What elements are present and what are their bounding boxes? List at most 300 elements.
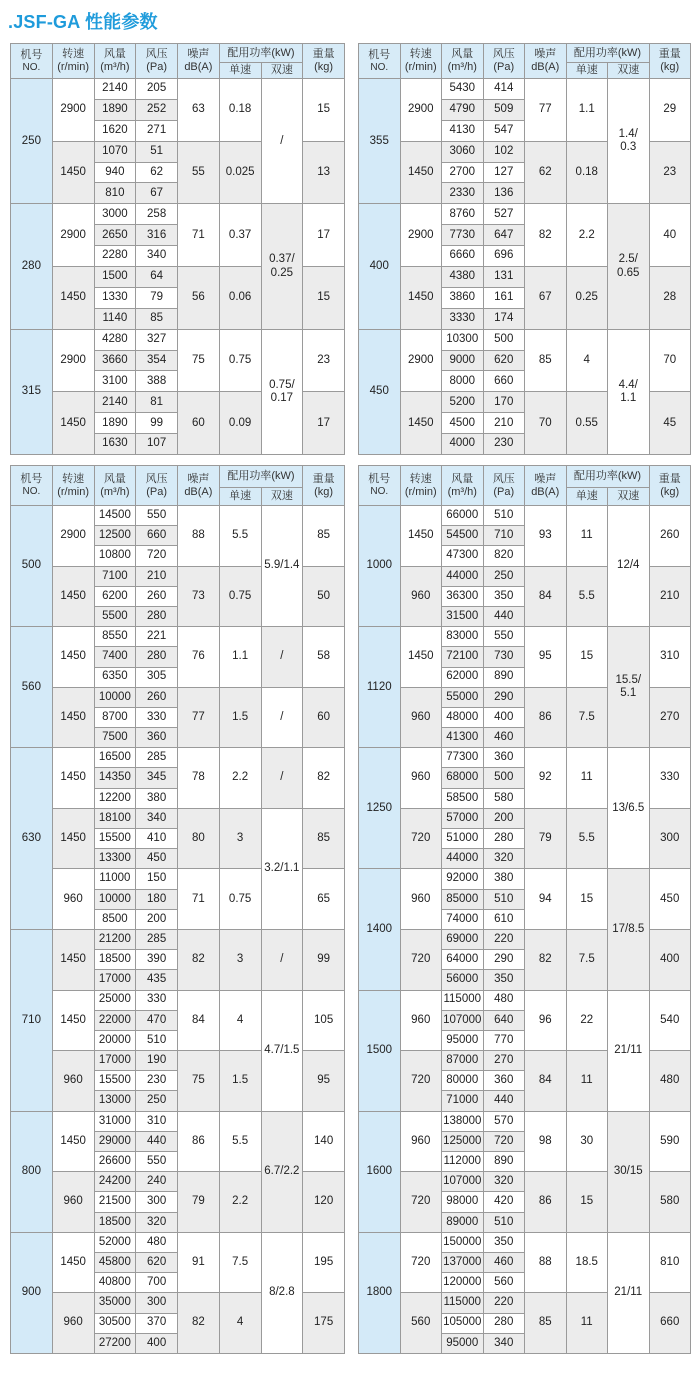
pressure-value: 620 (483, 350, 525, 371)
pressure-value: 99 (136, 413, 178, 434)
pressure-value: 102 (483, 141, 525, 162)
pressure-value: 260 (136, 687, 178, 707)
pressure-value: 414 (483, 79, 525, 100)
noise-value: 77 (178, 687, 220, 748)
single-speed-power: 5.5 (566, 566, 608, 627)
pressure-value: 360 (483, 1071, 525, 1091)
header-pressure-label: 风压 (145, 48, 168, 61)
airflow-value: 87000 (442, 1051, 484, 1071)
model-number: 355 (359, 79, 401, 204)
header-model (359, 466, 401, 506)
speed-rpm: 560 (400, 1293, 442, 1354)
model-number: 560 (11, 627, 53, 748)
header-power_single (219, 488, 261, 506)
weight-value: 50 (303, 566, 345, 627)
airflow-value: 6350 (94, 667, 136, 687)
airflow-value: 31000 (94, 1111, 136, 1131)
table-row (359, 506, 691, 526)
weight-value: 85 (303, 506, 345, 567)
single-speed-power: 11 (566, 748, 608, 809)
airflow-value: 92000 (442, 869, 484, 889)
speed-rpm: 1450 (52, 566, 94, 627)
pressure-value: 280 (483, 829, 525, 849)
header-airflow (94, 44, 136, 79)
airflow-value: 112000 (442, 1152, 484, 1172)
speed-rpm: 1450 (52, 990, 94, 1051)
airflow-value: 8700 (94, 707, 136, 727)
weight-value: 810 (649, 1232, 691, 1293)
speed-rpm: 2900 (52, 79, 94, 142)
single-speed-power: 1.1 (219, 627, 261, 688)
header-model-label: 机号 (368, 473, 391, 486)
weight-value: 400 (649, 929, 691, 990)
speed-rpm: 1450 (52, 627, 94, 688)
airflow-value: 10300 (442, 329, 484, 350)
airflow-value: 4280 (94, 329, 136, 350)
pressure-value: 470 (136, 1010, 178, 1030)
pressure-value: 67 (136, 183, 178, 204)
single-speed-power: 15 (566, 627, 608, 688)
airflow-value: 47300 (442, 546, 484, 566)
weight-value: 480 (649, 1051, 691, 1112)
noise-value: 98 (525, 1111, 567, 1172)
header-pressure-unit: (Pa) (493, 485, 515, 498)
table-row (359, 748, 691, 768)
airflow-value: 14500 (94, 506, 136, 526)
speed-rpm: 1450 (52, 808, 94, 869)
airflow-value: 2700 (442, 162, 484, 183)
weight-value: 300 (649, 808, 691, 869)
model-number: 1800 (359, 1232, 401, 1353)
pressure-value: 560 (483, 1273, 525, 1293)
weight-value: 60 (303, 687, 345, 748)
noise-value: 55 (178, 141, 220, 204)
airflow-value: 41300 (442, 728, 484, 748)
airflow-value: 1620 (94, 120, 136, 141)
pressure-value: 580 (483, 788, 525, 808)
dual-speed-power: 12/4 (608, 506, 650, 627)
airflow-value: 10000 (94, 687, 136, 707)
airflow-value: 66000 (442, 506, 484, 526)
speed-rpm: 1450 (400, 627, 442, 688)
pressure-value: 410 (136, 829, 178, 849)
pressure-value: 205 (136, 79, 178, 100)
weight-value: 17 (303, 392, 345, 455)
speed-rpm: 1450 (52, 748, 94, 809)
model-number: 280 (11, 204, 53, 329)
pressure-value: 550 (136, 1152, 178, 1172)
dual-speed-power: / (261, 748, 303, 809)
header-power_single (219, 63, 261, 79)
noise-value: 80 (178, 808, 220, 869)
airflow-value: 7400 (94, 647, 136, 667)
airflow-value: 13300 (94, 849, 136, 869)
header-model-label: 机号 (20, 48, 43, 61)
airflow-value: 16500 (94, 748, 136, 768)
model-number: 800 (11, 1111, 53, 1232)
speed-rpm: 2900 (400, 79, 442, 142)
airflow-value: 5500 (94, 606, 136, 626)
header-airflow-label: 风量 (451, 48, 474, 61)
header-model (11, 466, 53, 506)
header-airflow-label: 风量 (103, 48, 126, 61)
airflow-value: 120000 (442, 1273, 484, 1293)
weight-value: 23 (649, 141, 691, 204)
airflow-value: 35000 (94, 1293, 136, 1313)
single-speed-power: 0.75 (219, 566, 261, 627)
speed-rpm: 960 (52, 1051, 94, 1112)
airflow-value: 13000 (94, 1091, 136, 1111)
dual-speed-power: / (261, 687, 303, 748)
airflow-value: 54500 (442, 526, 484, 546)
weight-value: 45 (649, 392, 691, 455)
speed-rpm: 1450 (400, 267, 442, 330)
weight-value: 99 (303, 929, 345, 990)
airflow-value: 810 (94, 183, 136, 204)
pressure-value: 210 (136, 566, 178, 586)
pressure-value: 390 (136, 950, 178, 970)
header-airflow (442, 44, 484, 79)
airflow-value: 68000 (442, 768, 484, 788)
weight-value: 70 (649, 329, 691, 392)
single-speed-power: 7.5 (566, 929, 608, 990)
model-number: 1600 (359, 1111, 401, 1232)
header-airflow (94, 466, 136, 506)
speed-rpm: 1450 (400, 392, 442, 455)
airflow-value: 21200 (94, 929, 136, 949)
weight-value: 590 (649, 1111, 691, 1172)
pressure-value: 170 (483, 392, 525, 413)
speed-rpm: 960 (52, 1172, 94, 1233)
model-number: 1400 (359, 869, 401, 990)
noise-value: 86 (525, 1172, 567, 1233)
airflow-value: 71000 (442, 1091, 484, 1111)
speed-rpm: 2900 (52, 329, 94, 392)
pressure-value: 320 (136, 1212, 178, 1232)
airflow-value: 4790 (442, 99, 484, 120)
airflow-value: 12500 (94, 526, 136, 546)
airflow-value: 62000 (442, 667, 484, 687)
airflow-value: 95000 (442, 1333, 484, 1353)
pressure-value: 450 (136, 849, 178, 869)
header-noise-label: 噪声 (534, 48, 557, 61)
header-power-label: 配用功率(kW) (573, 470, 642, 483)
pressure-value: 330 (136, 990, 178, 1010)
single-speed-power: 0.18 (566, 141, 608, 204)
pressure-value: 400 (483, 707, 525, 727)
airflow-value: 2140 (94, 392, 136, 413)
airflow-value: 11000 (94, 869, 136, 889)
airflow-value: 31500 (442, 606, 484, 626)
pressure-value: 200 (483, 808, 525, 828)
pressure-value: 660 (136, 526, 178, 546)
header-power_dual (608, 488, 650, 506)
single-speed-power: 4 (219, 1293, 261, 1354)
pressure-value: 327 (136, 329, 178, 350)
speed-rpm: 1450 (52, 687, 94, 748)
header-noise-label: 噪声 (187, 472, 210, 485)
single-speed-power: 2.2 (219, 748, 261, 809)
airflow-value: 29000 (94, 1131, 136, 1151)
noise-value: 86 (525, 687, 567, 748)
airflow-value: 940 (94, 162, 136, 183)
pressure-value: 890 (483, 667, 525, 687)
single-speed-power: 0.25 (566, 267, 608, 330)
pressure-value: 345 (136, 768, 178, 788)
pressure-value: 220 (483, 1293, 525, 1313)
airflow-value: 105000 (442, 1313, 484, 1333)
header-model-unit: NO. (22, 61, 41, 73)
airflow-value: 95000 (442, 1030, 484, 1050)
single-speed-power: 5.5 (219, 506, 261, 567)
header-airflow-unit: (m³/h) (447, 485, 477, 498)
speed-rpm: 960 (400, 566, 442, 627)
speed-rpm: 2900 (400, 329, 442, 392)
pressure-value: 640 (483, 1010, 525, 1030)
airflow-value: 4380 (442, 267, 484, 288)
header-airflow-unit: (m³/h) (447, 61, 477, 73)
header-weight (649, 466, 691, 506)
noise-value: 96 (525, 990, 567, 1051)
dual-speed-power: 4.4/ 1.1 (608, 329, 650, 454)
speed-rpm: 1450 (52, 267, 94, 330)
airflow-value: 83000 (442, 627, 484, 647)
airflow-value: 107000 (442, 1010, 484, 1030)
weight-value: 65 (303, 869, 345, 930)
speed-rpm: 2900 (400, 204, 442, 267)
header-model-unit: NO. (370, 61, 389, 73)
header-power_dual-label: 双速 (270, 64, 293, 77)
noise-value: 70 (525, 392, 567, 455)
model-number: 500 (11, 506, 53, 627)
noise-value: 79 (178, 1172, 220, 1233)
table-row (11, 748, 345, 768)
single-speed-power: 0.75 (219, 329, 261, 392)
header-power (566, 44, 649, 63)
weight-value: 105 (303, 990, 345, 1051)
header-power_dual (261, 63, 303, 79)
pressure-value: 62 (136, 162, 178, 183)
single-speed-power: 3 (219, 929, 261, 990)
header-pressure-unit: (Pa) (146, 61, 168, 73)
header-pressure-unit: (Pa) (146, 485, 168, 498)
speed-rpm: 720 (400, 808, 442, 869)
noise-value: 84 (525, 1051, 567, 1112)
noise-value: 91 (178, 1232, 220, 1293)
speed-rpm: 720 (400, 1232, 442, 1293)
single-speed-power: 0.55 (566, 392, 608, 455)
airflow-value: 5430 (442, 79, 484, 100)
airflow-value: 22000 (94, 1010, 136, 1030)
header-noise (525, 466, 567, 506)
performance-table-500-900 (10, 465, 345, 1354)
airflow-value: 55000 (442, 687, 484, 707)
single-speed-power: 22 (566, 990, 608, 1051)
model-number: 1120 (359, 627, 401, 748)
pressure-value: 435 (136, 970, 178, 990)
header-noise-unit: dB(A) (184, 61, 213, 73)
airflow-value: 1500 (94, 267, 136, 288)
table-row (11, 808, 345, 828)
airflow-value: 4500 (442, 413, 484, 434)
pressure-value: 285 (136, 929, 178, 949)
pressure-value: 340 (136, 808, 178, 828)
single-speed-power: 5.5 (219, 1111, 261, 1172)
pressure-value: 510 (483, 1212, 525, 1232)
table-row (11, 79, 345, 100)
airflow-value: 15500 (94, 829, 136, 849)
airflow-value: 80000 (442, 1071, 484, 1091)
airflow-value: 18100 (94, 808, 136, 828)
header-weight-unit: (kg) (314, 61, 334, 73)
header-speed (400, 44, 442, 79)
pressure-value: 700 (136, 1273, 178, 1293)
airflow-value: 4130 (442, 120, 484, 141)
model-number: 630 (11, 748, 53, 930)
model-number: 900 (11, 1232, 53, 1353)
header-speed-label: 转速 (62, 472, 85, 485)
pressure-value: 290 (483, 687, 525, 707)
pressure-value: 320 (483, 849, 525, 869)
noise-value: 82 (178, 1293, 220, 1354)
pressure-value: 230 (483, 434, 525, 455)
model-number: 315 (11, 329, 53, 454)
single-speed-power: 0.09 (219, 392, 261, 455)
pressure-value: 388 (136, 371, 178, 392)
speed-rpm: 960 (400, 990, 442, 1051)
noise-value: 71 (178, 869, 220, 930)
header-pressure-unit: (Pa) (493, 61, 515, 73)
single-speed-power: 0.75 (219, 869, 261, 930)
pressure-value: 290 (483, 950, 525, 970)
pressure-value: 221 (136, 627, 178, 647)
table-row (11, 627, 345, 647)
pressure-value: 510 (483, 889, 525, 909)
header-noise-unit: dB(A) (531, 485, 560, 498)
pressure-value: 360 (136, 728, 178, 748)
header-model-label: 机号 (20, 473, 43, 486)
weight-value: 17 (303, 204, 345, 267)
table-row (359, 869, 691, 889)
noise-value: 77 (525, 79, 567, 142)
pressure-value: 51 (136, 141, 178, 162)
table-row (11, 1232, 345, 1252)
pressure-value: 305 (136, 667, 178, 687)
dual-speed-power: 17/8.5 (608, 869, 650, 990)
airflow-value: 4000 (442, 434, 484, 455)
airflow-value: 1330 (94, 287, 136, 308)
header-speed-unit: (r/min) (57, 485, 90, 498)
single-speed-power: 1.1 (566, 79, 608, 142)
dual-speed-power: 4.7/1.5 (261, 990, 303, 1111)
airflow-value: 20000 (94, 1030, 136, 1050)
airflow-value: 44000 (442, 849, 484, 869)
airflow-value: 2140 (94, 79, 136, 100)
airflow-value: 24200 (94, 1172, 136, 1192)
header-airflow-unit: (m³/h) (100, 61, 130, 73)
header-noise (178, 466, 220, 506)
header-pressure-label: 风压 (145, 472, 168, 485)
weight-value: 310 (649, 627, 691, 688)
pressure-value: 285 (136, 748, 178, 768)
weight-value: 15 (303, 79, 345, 142)
airflow-value: 8500 (94, 909, 136, 929)
dual-speed-power: 8/2.8 (261, 1232, 303, 1353)
weight-value: 660 (649, 1293, 691, 1354)
speed-rpm: 960 (52, 1293, 94, 1354)
header-pressure-label: 风压 (492, 48, 515, 61)
table-row (359, 204, 691, 225)
table-row (11, 506, 345, 526)
airflow-value: 1140 (94, 308, 136, 329)
pressure-value: 131 (483, 267, 525, 288)
pressure-value: 200 (136, 909, 178, 929)
airflow-value: 98000 (442, 1192, 484, 1212)
header-pressure (483, 466, 525, 506)
single-speed-power: 7.5 (566, 687, 608, 748)
weight-value: 40 (649, 204, 691, 267)
airflow-value: 8550 (94, 627, 136, 647)
airflow-value: 115000 (442, 1293, 484, 1313)
pressure-value: 310 (136, 1111, 178, 1131)
noise-value: 82 (525, 929, 567, 990)
noise-value: 82 (525, 204, 567, 267)
weight-value: 330 (649, 748, 691, 809)
pressure-value: 509 (483, 99, 525, 120)
noise-value: 79 (525, 808, 567, 869)
header-row (359, 44, 691, 63)
pressure-value: 300 (136, 1293, 178, 1313)
pressure-value: 320 (483, 1172, 525, 1192)
noise-value: 71 (178, 204, 220, 267)
dual-speed-power: 1.4/ 0.3 (608, 79, 650, 204)
header-weight (303, 44, 345, 79)
header-power (566, 466, 649, 488)
airflow-value: 138000 (442, 1111, 484, 1131)
noise-value: 75 (178, 329, 220, 392)
airflow-value: 6200 (94, 586, 136, 606)
speed-rpm: 960 (400, 869, 442, 930)
pressure-value: 380 (483, 869, 525, 889)
header-weight-unit: (kg) (314, 485, 334, 498)
header-row (11, 466, 345, 488)
speed-rpm: 2900 (52, 506, 94, 567)
header-model-unit: NO. (22, 486, 41, 498)
single-speed-power: 0.025 (219, 141, 261, 204)
pressure-value: 370 (136, 1313, 178, 1333)
airflow-value: 30500 (94, 1313, 136, 1333)
dual-speed-power: 30/15 (608, 1111, 650, 1232)
performance-table-355-450 (358, 43, 691, 455)
header-noise (178, 44, 220, 79)
single-speed-power: 0.06 (219, 267, 261, 330)
pressure-value: 280 (136, 647, 178, 667)
header-power_dual-label: 双速 (617, 490, 640, 503)
single-speed-power: 7.5 (219, 1232, 261, 1293)
airflow-value: 56000 (442, 970, 484, 990)
noise-value: 84 (178, 990, 220, 1051)
table-row (11, 687, 345, 707)
header-noise-label: 噪声 (534, 472, 557, 485)
header-power-label: 配用功率(kW) (573, 46, 642, 59)
header-speed (52, 466, 94, 506)
weight-value: 29 (649, 79, 691, 142)
pressure-value: 620 (136, 1252, 178, 1272)
airflow-value: 40800 (94, 1273, 136, 1293)
noise-value: 76 (178, 627, 220, 688)
weight-value: 270 (649, 687, 691, 748)
single-speed-power: 1.5 (219, 687, 261, 748)
